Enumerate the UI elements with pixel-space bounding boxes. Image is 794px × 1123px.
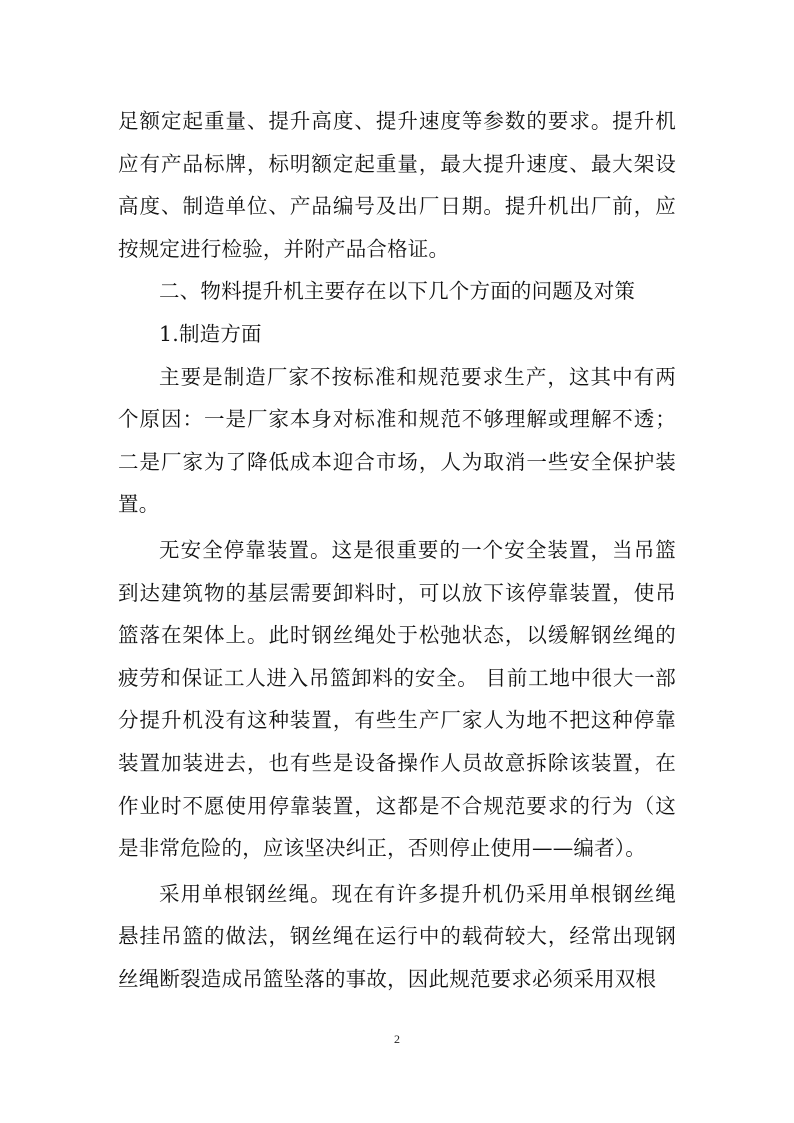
paragraph: 采用单根钢丝绳。现在有许多提升机仍采用单根钢丝绳悬挂吊篮的做法，钢丝绳在运行中的载荷较大，经常出现钢丝绳断裂造成吊篮坠落的事故，因此规范要求必须采用双根 <box>118 881 676 991</box>
paragraph-continuation: 足额定起重量、提升高度、提升速度等参数的要求。提升机应有产品标牌，标明额定起重量，最大提升速度、最大架设高度、制造单位、产品编号及出厂日期。提升机出厂前，应按规定进行检验，并附产品合格证。 <box>118 109 676 261</box>
document-body <box>118 100 676 1000</box>
paragraph: 主要是制造厂家不按标准和规范要求生产，这其中有两个原因：一是厂家本身对标准和规范不够理解或理解不透；二是厂家为了降低成本迎合市场，人为取消一些安全保护装置。 <box>118 364 676 517</box>
paragraph: 无安全停靠装置。这是很重要的一个安全装置，当吊篮到达建筑物的基层需要卸料时，可以放下该停靠装置，使吊篮落在架体上。此时钢丝绳处于松弛状态，以缓解钢丝绳的疲劳和保证工人进入吊篮卸料的安全。 目前工地中很大一部分提升机没有这种装置，有些生产厂家人为地不把这种停靠装置加装进去，也有些是设备操作人员故意拆除该装置，在作业时不愿使用停靠装置，这都是不合规范要求的行为（这是非常危险的，应该坚决纠正，否则停止使用——编者）。 <box>118 537 676 861</box>
page-number: 2 <box>394 1032 400 1046</box>
section-heading: 二、物料提升机主要存在以下几个方面的问题及对策 <box>159 279 636 304</box>
subsection-heading: 1.制造方面 <box>159 321 262 346</box>
